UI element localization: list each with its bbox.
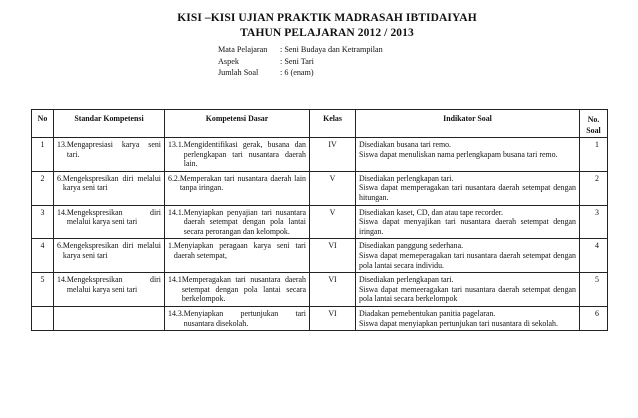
kd-number: 1. bbox=[168, 241, 174, 251]
indikator-line: Disediakan kaset, CD, dan atau tape recorder. bbox=[359, 207, 503, 217]
cell-no bbox=[32, 306, 54, 330]
cell-indikator bbox=[356, 171, 580, 205]
kelas-value: VI bbox=[328, 275, 337, 285]
row-number: 5 bbox=[40, 275, 45, 285]
kd-number: 13.1. bbox=[168, 140, 184, 149]
cell-no bbox=[32, 138, 54, 172]
cell-indikator bbox=[356, 273, 580, 307]
col-header-kelas: Kelas bbox=[310, 110, 356, 138]
sk-text: Mengekspresikan diri melalui karya seni tari bbox=[62, 241, 161, 260]
indikator-line: Siswa dapat menuliskan nama perlengkapam busana tari remo. bbox=[359, 149, 558, 159]
kisi-kisi-table bbox=[31, 109, 608, 331]
cell-no-soal bbox=[580, 205, 608, 239]
table-row bbox=[32, 138, 608, 172]
table-row bbox=[32, 171, 608, 205]
cell-kompetensi bbox=[165, 171, 310, 205]
cell-indikator bbox=[356, 138, 580, 172]
cell-standar bbox=[54, 306, 165, 330]
indikator-line: Disediakan busana tari remo. bbox=[359, 140, 452, 149]
kelas-value: VI bbox=[328, 308, 337, 318]
kd-text: Menyiapkan peragaan karya seni tari daerah setempat, bbox=[173, 241, 306, 260]
sk-number: 14. bbox=[57, 275, 67, 285]
table-header-row bbox=[32, 110, 608, 138]
meta-key: Mata Pelajaran bbox=[218, 45, 268, 54]
row-number: 3 bbox=[40, 207, 45, 217]
meta-row-subject bbox=[218, 44, 383, 56]
sk-number: 6. bbox=[57, 173, 63, 183]
meta-row-count bbox=[218, 67, 383, 79]
meta-key: Jumlah Soal bbox=[218, 68, 259, 77]
document-subtitle: TAHUN PELAJARAN 2012 / 2013 bbox=[240, 27, 414, 39]
meta-row-aspect bbox=[218, 56, 383, 68]
cell-standar bbox=[54, 273, 165, 307]
kd-number: 6.2. bbox=[168, 173, 180, 183]
cell-no-soal bbox=[580, 273, 608, 307]
kd-text: Menyiapkan penyajian tari nusantara daerah setempat dengan pola lantai secara perorangan dan kelompok. bbox=[183, 207, 306, 236]
cell-kelas bbox=[310, 306, 356, 330]
cell-no-soal bbox=[580, 138, 608, 172]
sk-number: 6. bbox=[57, 241, 63, 251]
cell-indikator bbox=[356, 239, 580, 273]
kd-number: 14.3. bbox=[168, 308, 184, 318]
kelas-value: VI bbox=[328, 241, 337, 251]
col-header-indikator: Indikator Soal bbox=[356, 110, 580, 138]
soal-number: 2 bbox=[595, 173, 599, 183]
cell-kelas bbox=[310, 171, 356, 205]
meta-value: : Seni Tari bbox=[280, 56, 314, 66]
cell-no-soal bbox=[580, 171, 608, 205]
sk-text: Mengekspresikan diri melalui karya seni tari bbox=[66, 275, 161, 294]
table-row bbox=[32, 306, 608, 330]
kd-text: Memperagakan tari nusantara daerah setempat dengan pola lantai secara berkelompok. bbox=[181, 275, 306, 304]
kelas-value: V bbox=[329, 207, 336, 217]
soal-number: 5 bbox=[595, 275, 599, 285]
indikator-line: Disediakan perlengkapan tari. bbox=[359, 275, 454, 285]
cell-standar bbox=[54, 205, 165, 239]
indikator-line: Siswa dapat memperagakan tari nusantara daerah setempat dengan hitungan. bbox=[359, 183, 576, 202]
cell-kelas bbox=[310, 239, 356, 273]
indikator-line: Siswa dapat memeeragakan tari nusantara daerah setempat dengan pola lantai secara berkelompok bbox=[359, 284, 576, 304]
cell-no bbox=[32, 205, 54, 239]
soal-number: 6 bbox=[595, 308, 599, 318]
cell-no-soal bbox=[580, 306, 608, 330]
indikator-line: Siswa dapat menyiapkan pertunjukan tari nusantara di sekolah. bbox=[359, 318, 558, 328]
cell-standar bbox=[54, 138, 165, 172]
row-number: 4 bbox=[40, 241, 45, 251]
cell-no bbox=[32, 239, 54, 273]
cell-indikator bbox=[356, 205, 580, 239]
row-number: 2 bbox=[40, 173, 45, 183]
col-header-no-soal: No. Soal bbox=[580, 110, 608, 138]
cell-kelas bbox=[310, 138, 356, 172]
kd-text: Menyiapkan pertunjukan tari nusantara disekolah. bbox=[183, 308, 306, 328]
table-row bbox=[32, 273, 608, 307]
sk-text: Mengekspresikan diri melalui karya seni tari bbox=[62, 173, 161, 193]
row-number: 1 bbox=[40, 140, 45, 149]
sk-text: Mengekspresikan diri melalui karya seni tari bbox=[66, 207, 161, 227]
soal-number: 1 bbox=[595, 140, 599, 149]
cell-no bbox=[32, 171, 54, 205]
sk-number: 14. bbox=[57, 207, 67, 217]
indikator-line: Siswa dapat memeperagakan tari nusantara daerah setempat dengan pola lantai secara individu. bbox=[359, 250, 576, 270]
cell-kelas bbox=[310, 273, 356, 307]
sk-number: 13. bbox=[57, 140, 67, 149]
kelas-value: V bbox=[329, 173, 336, 183]
indikator-line: Disediakan perlengkapan tari. bbox=[359, 173, 454, 183]
indikator-line: Disediakan panggung sederhana. bbox=[359, 241, 464, 251]
document-title: KISI –KISI UJIAN PRAKTIK MADRASAH IBTIDAIYAH bbox=[177, 12, 477, 24]
kelas-value: IV bbox=[328, 140, 337, 149]
cell-kelas bbox=[310, 205, 356, 239]
col-header-standar: Standar Kompetensi bbox=[54, 110, 165, 138]
cell-kompetensi bbox=[165, 205, 310, 239]
cell-standar bbox=[54, 171, 165, 205]
meta-block bbox=[218, 44, 383, 79]
cell-no-soal bbox=[580, 239, 608, 273]
table-row bbox=[32, 239, 608, 273]
cell-kompetensi bbox=[165, 306, 310, 330]
cell-indikator bbox=[356, 306, 580, 330]
meta-value: : Seni Budaya dan Ketrampilan bbox=[280, 45, 383, 54]
table-row bbox=[32, 205, 608, 239]
cell-kompetensi bbox=[165, 239, 310, 273]
cell-standar bbox=[54, 239, 165, 273]
cell-kompetensi bbox=[165, 138, 310, 172]
kd-number: 14.1. bbox=[168, 207, 184, 217]
cell-kompetensi bbox=[165, 273, 310, 307]
meta-value: : 6 (enam) bbox=[280, 68, 314, 77]
cell-no bbox=[32, 273, 54, 307]
indikator-line: Diadakan pemebentukan panitia pagelaran. bbox=[359, 308, 496, 318]
kd-text: Memperakan tari nusantara daerah lain tanpa iringan. bbox=[179, 173, 306, 193]
sk-text: Mengapresiasi karya seni tari. bbox=[66, 140, 161, 159]
soal-number: 3 bbox=[595, 207, 599, 217]
col-header-kompetensi: Kompetensi Dasar bbox=[165, 110, 310, 138]
col-header-no: No bbox=[32, 110, 54, 138]
indikator-line: Siswa dapat menyajikan tari nusantara daerah setempat dengan iringan. bbox=[359, 217, 576, 236]
kd-text: Mengidentifikasi gerak, busana dan perlengkapan tari nusantara daerah lain. bbox=[183, 140, 306, 169]
soal-number: 4 bbox=[595, 241, 599, 251]
kd-number: 14.1 bbox=[168, 275, 182, 285]
meta-key: Aspek bbox=[218, 56, 239, 66]
